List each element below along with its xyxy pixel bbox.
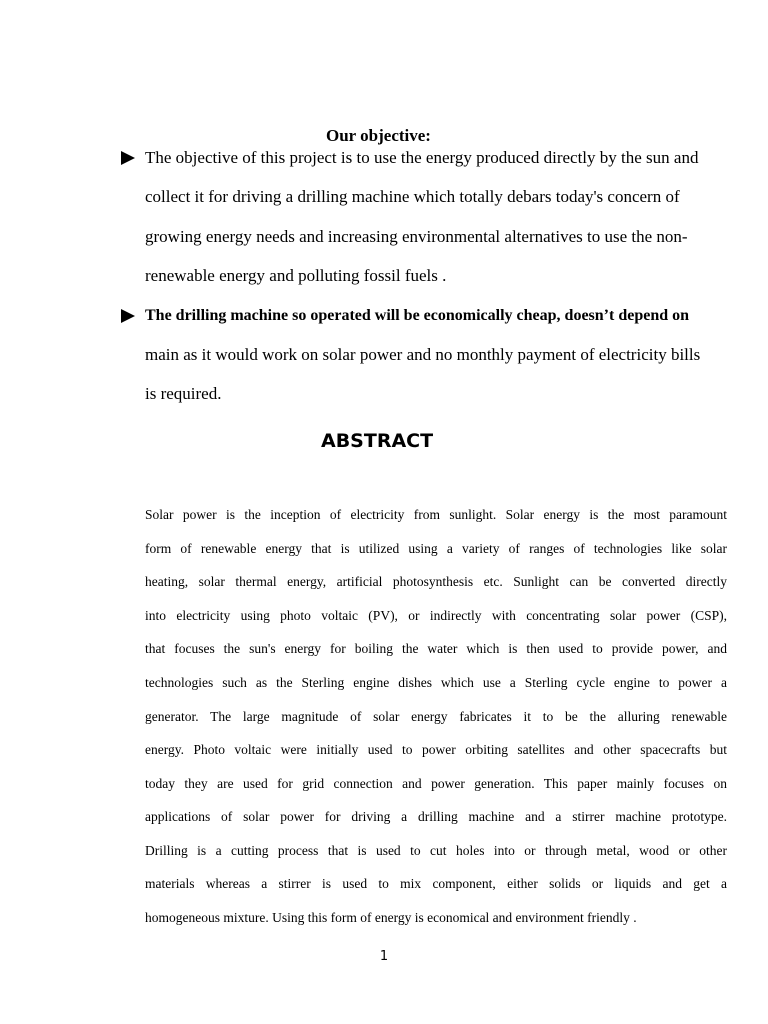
paragraph-line: renewable energy and polluting fossil fuels . xyxy=(145,266,447,285)
abstract-title: ABSTRACT xyxy=(321,430,434,452)
abstract-line: homogeneous mixture. Using this form of energy is economical and environment friendly . xyxy=(145,910,637,925)
abstract-line: applications of solar power for driving a drilling machine and a stirrer machine prototype. xyxy=(145,809,727,824)
abstract-line: generator. The large magnitude of solar energy fabricates it to be the alluring renewable xyxy=(145,709,727,724)
paragraph-line: growing energy needs and increasing environmental alternatives to use the non- xyxy=(145,227,688,246)
paragraph-line: collect it for driving a drilling machine which totally debars today's concern of xyxy=(145,187,680,206)
paragraph-line: The objective of this project is to use the energy produced directly by the sun and xyxy=(145,148,699,167)
paragraph-line: The drilling machine so operated will be economically cheap, doesn’t depend on xyxy=(145,307,690,324)
abstract-line: today they are used for grid connection and power generation. This paper mainly focuses on xyxy=(145,776,727,791)
abstract-line: into electricity using photo voltaic (PV), or indirectly with concentrating solar power (CSP), xyxy=(145,608,727,623)
abstract-line: heating, solar thermal energy, artificial photosynthesis etc. Sunlight can be converted directly xyxy=(145,574,727,589)
abstract-line: Drilling is a cutting process that is used to cut holes into or through metal, wood or other xyxy=(145,843,727,858)
abstract-line: form of renewable energy that is utilized using a variety of ranges of technologies like solar xyxy=(145,541,727,556)
triangle-bullet-icon xyxy=(120,303,138,329)
abstract-line: materials whereas a stirrer is used to mix component, either solids or liquids and get a xyxy=(145,876,727,891)
paragraph-line: main as it would work on solar power and no monthly payment of electricity bills xyxy=(145,345,701,364)
abstract-line: energy. Photo voltaic were initially used to power orbiting satellites and other spacecrafts but xyxy=(145,742,727,757)
abstract-line: technologies such as the Sterling engine dishes which use a Sterling cycle engine to power a xyxy=(145,675,727,690)
page-number: 1 xyxy=(379,949,389,964)
paragraph-line: is required. xyxy=(145,384,222,403)
abstract-line: Solar power is the inception of electricity from sunlight. Solar energy is the most paramount xyxy=(145,507,727,522)
objective-heading: Our objective: xyxy=(326,126,431,145)
triangle-bullet-icon xyxy=(120,145,138,171)
abstract-line: that focuses the sun's energy for boiling the water which is then used to provide power, and xyxy=(145,641,727,656)
